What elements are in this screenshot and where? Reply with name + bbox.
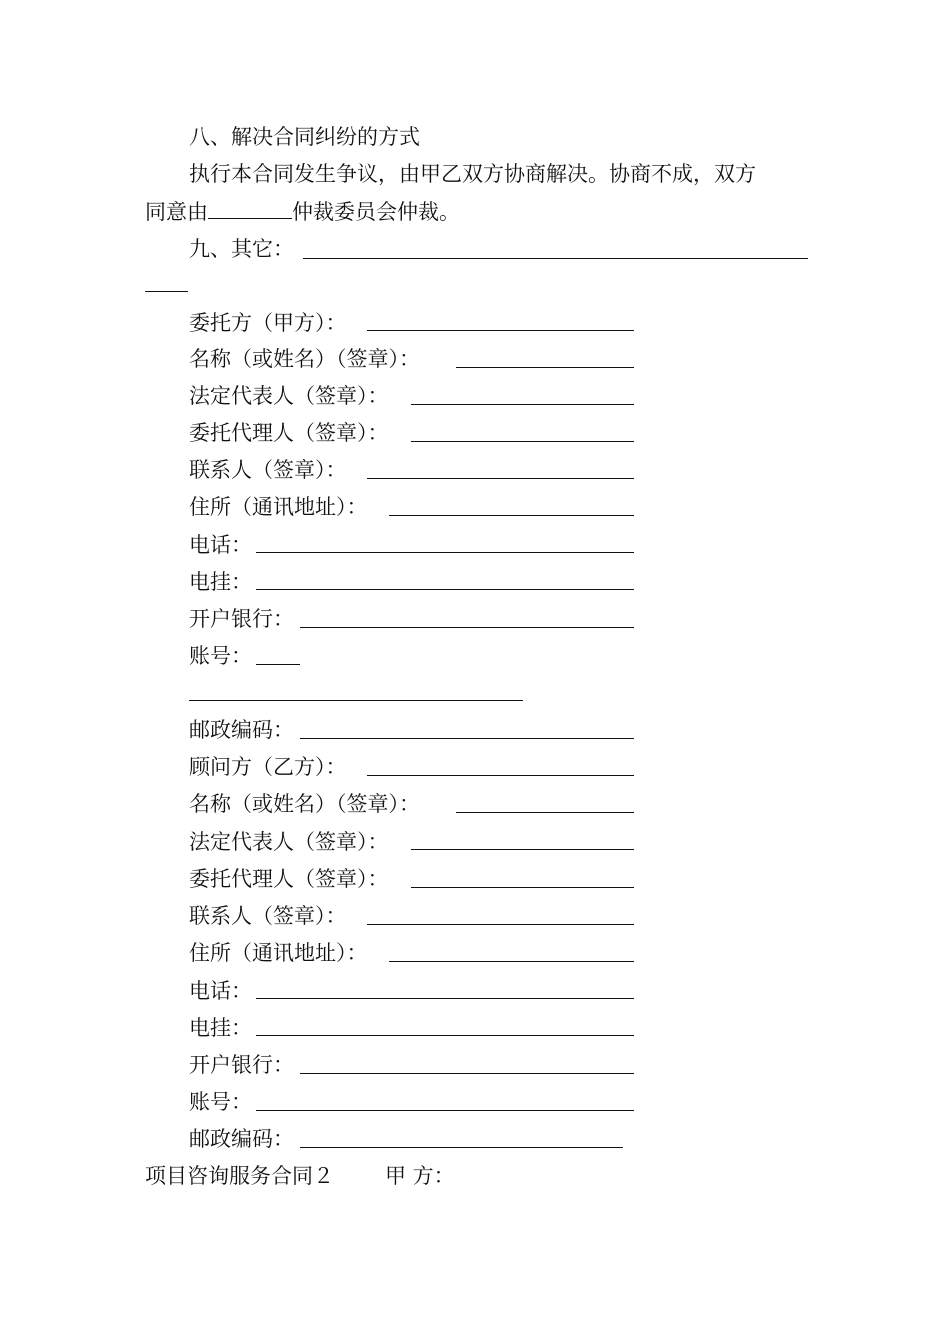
next-contract-title: 项目咨询服务合同２ xyxy=(145,1164,334,1188)
next-contract-party-a: 甲 方： xyxy=(385,1164,455,1188)
party-b-contact-blank xyxy=(367,924,634,925)
party-b-account: 账号： xyxy=(189,1090,252,1114)
party-b-fax: 电挂： xyxy=(189,1016,252,1040)
party-a-account-blank-continued xyxy=(189,700,523,701)
clause8-heading: 八、解决合同纠纷的方式 xyxy=(189,125,420,149)
party-b-bank: 开户银行： xyxy=(189,1053,294,1077)
party-a-address: 住所（通讯地址）： xyxy=(189,495,368,519)
party-a-fax-blank xyxy=(256,589,634,590)
party-b-address-blank xyxy=(389,961,634,962)
party-a-bank: 开户银行： xyxy=(189,607,294,631)
party-a-phone-blank xyxy=(256,552,634,553)
party-b-name: 名称（或姓名）（签章）： xyxy=(189,792,420,816)
clause8-text-line1: 执行本合同发生争议，由甲乙双方协商解决。协商不成，双方 xyxy=(189,162,756,186)
party-b-postcode-blank xyxy=(300,1147,623,1148)
party-a-name: 名称（或姓名）（签章）： xyxy=(189,347,420,371)
party-a-phone: 电话： xyxy=(189,533,252,557)
party-a-contact: 联系人（签章）： xyxy=(189,458,347,482)
party-a-address-blank xyxy=(389,515,634,516)
arbitration-blank xyxy=(208,199,292,219)
party-b-title-blank xyxy=(367,775,634,776)
clause9-heading: 九、其它： xyxy=(189,237,294,261)
party-a-name-blank xyxy=(456,367,634,368)
party-b-bank-blank xyxy=(300,1073,634,1074)
party-a-account-blank xyxy=(256,664,300,665)
clause9-blank-continued xyxy=(145,291,188,292)
party-a-agent: 委托代理人（签章）： xyxy=(189,421,389,445)
party-b-title: 顾问方（乙方）： xyxy=(189,755,347,779)
party-b-name-blank xyxy=(456,812,634,813)
party-b-legal-rep-blank xyxy=(411,849,634,850)
party-a-title: 委托方（甲方）： xyxy=(189,311,347,335)
party-b-account-blank xyxy=(256,1110,634,1111)
party-a-postcode-blank xyxy=(300,738,634,739)
party-a-agent-blank xyxy=(411,441,634,442)
clause8-text-line2: 同意由 仲裁委员会仲裁。 xyxy=(145,200,460,224)
party-a-fax: 电挂： xyxy=(189,570,252,594)
party-b-contact: 联系人（签章）： xyxy=(189,904,347,928)
party-a-postcode: 邮政编码： xyxy=(189,718,294,742)
party-a-title-blank xyxy=(367,330,634,331)
party-b-address: 住所（通讯地址）： xyxy=(189,941,368,965)
party-a-contact-blank xyxy=(367,478,634,479)
party-a-account: 账号： xyxy=(189,644,252,668)
party-a-legal-rep-blank xyxy=(411,404,634,405)
party-b-phone-blank xyxy=(256,998,634,999)
party-b-phone: 电话： xyxy=(189,979,252,1003)
party-b-agent: 委托代理人（签章）： xyxy=(189,867,389,891)
clause9-blank xyxy=(303,258,808,259)
party-a-legal-rep: 法定代表人（签章）： xyxy=(189,384,389,408)
party-b-postcode: 邮政编码： xyxy=(189,1127,294,1151)
party-a-bank-blank xyxy=(300,627,634,628)
party-b-agent-blank xyxy=(411,887,634,888)
party-b-fax-blank xyxy=(256,1035,634,1036)
party-b-legal-rep: 法定代表人（签章）： xyxy=(189,830,389,854)
